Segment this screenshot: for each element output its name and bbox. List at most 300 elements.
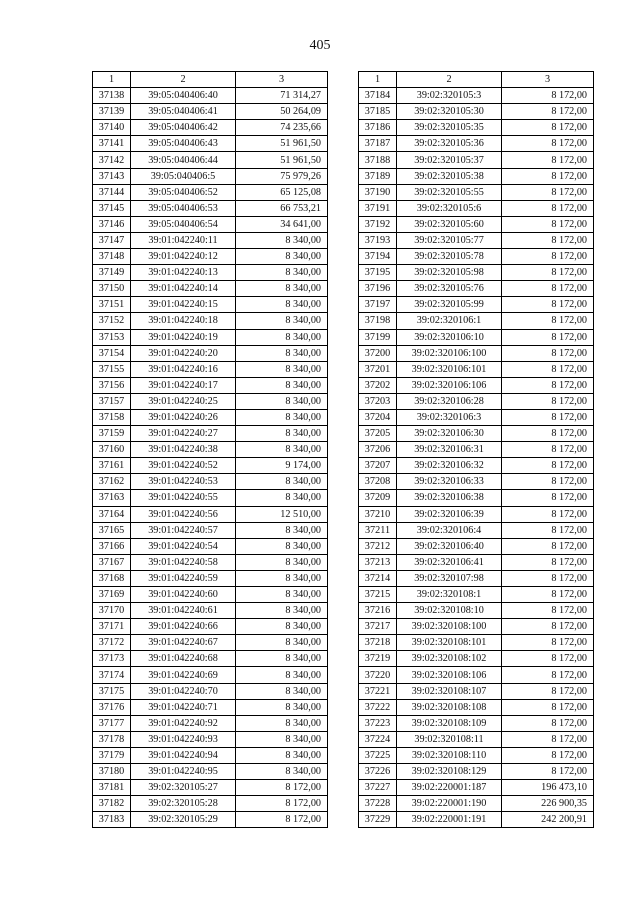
cadastral-number-cell: 39:01:042240:92 [131, 715, 236, 731]
row-number-cell: 37171 [93, 619, 131, 635]
table-row [359, 538, 594, 554]
value-cell: 8 172,00 [502, 136, 594, 152]
table-row [93, 667, 328, 683]
cadastral-number-cell: 39:01:042240:67 [131, 635, 236, 651]
row-number-cell: 37184 [359, 88, 397, 104]
page-number: 405 [309, 38, 331, 53]
value-cell: 8 172,00 [502, 683, 594, 699]
cadastral-number-cell: 39:02:320105:78 [397, 249, 502, 265]
table-row [93, 812, 328, 828]
table-row [93, 409, 328, 425]
table-row [93, 538, 328, 554]
cadastral-number-cell: 39:01:042240:54 [131, 538, 236, 554]
table-row [93, 699, 328, 715]
value-cell: 8 340,00 [236, 377, 328, 393]
row-number-cell: 37143 [93, 168, 131, 184]
table-row [359, 104, 594, 120]
table-row [93, 152, 328, 168]
row-number-cell: 37215 [359, 587, 397, 603]
value-cell: 8 172,00 [502, 474, 594, 490]
table-row [359, 699, 594, 715]
cadastral-number-cell: 39:02:320105:77 [397, 232, 502, 248]
table-row [359, 603, 594, 619]
table-row [93, 683, 328, 699]
value-cell: 8 340,00 [236, 667, 328, 683]
table-row [359, 184, 594, 200]
row-number-cell: 37153 [93, 329, 131, 345]
table-row [359, 619, 594, 635]
row-number-cell: 37193 [359, 232, 397, 248]
row-number-cell: 37175 [93, 683, 131, 699]
row-number-cell: 37189 [359, 168, 397, 184]
cadastral-number-cell: 39:02:320106:39 [397, 506, 502, 522]
value-cell: 8 340,00 [236, 442, 328, 458]
cadastral-number-cell: 39:02:220001:187 [397, 780, 502, 796]
row-number-cell: 37222 [359, 699, 397, 715]
cadastral-number-cell: 39:01:042240:15 [131, 297, 236, 313]
table-row [359, 506, 594, 522]
cadastral-number-cell: 39:02:320105:28 [131, 796, 236, 812]
table-row [359, 200, 594, 216]
row-number-cell: 37229 [359, 812, 397, 828]
value-cell: 8 172,00 [502, 715, 594, 731]
value-cell: 8 172,00 [502, 667, 594, 683]
value-cell: 8 172,00 [502, 361, 594, 377]
value-cell: 8 172,00 [502, 731, 594, 747]
table-row [93, 361, 328, 377]
value-cell: 8 172,00 [502, 297, 594, 313]
table-row [93, 297, 328, 313]
value-cell: 8 172,00 [502, 554, 594, 570]
row-number-cell: 37147 [93, 232, 131, 248]
column-header-cadastral: 2 [397, 72, 502, 88]
table-row [93, 120, 328, 136]
cadastral-number-cell: 39:01:042240:27 [131, 426, 236, 442]
cadastral-number-cell: 39:01:042240:71 [131, 699, 236, 715]
row-number-cell: 37190 [359, 184, 397, 200]
value-cell: 8 172,00 [502, 216, 594, 232]
value-cell: 8 172,00 [502, 490, 594, 506]
cadastral-number-cell: 39:02:320106:38 [397, 490, 502, 506]
cadastral-number-cell: 39:01:042240:61 [131, 603, 236, 619]
value-cell: 75 979,26 [236, 168, 328, 184]
table-row [359, 281, 594, 297]
column-header-cadastral: 2 [131, 72, 236, 88]
row-number-cell: 37165 [93, 522, 131, 538]
table-row [93, 136, 328, 152]
row-number-cell: 37192 [359, 216, 397, 232]
row-number-cell: 37218 [359, 635, 397, 651]
row-number-cell: 37163 [93, 490, 131, 506]
cadastral-number-cell: 39:02:320105:3 [397, 88, 502, 104]
cadastral-number-cell: 39:02:320106:28 [397, 393, 502, 409]
value-cell: 8 172,00 [502, 458, 594, 474]
row-number-cell: 37148 [93, 249, 131, 265]
row-number-cell: 37142 [93, 152, 131, 168]
table-row [359, 651, 594, 667]
row-number-cell: 37162 [93, 474, 131, 490]
row-number-cell: 37172 [93, 635, 131, 651]
cadastral-number-cell: 39:01:042240:14 [131, 281, 236, 297]
right-table-body [359, 88, 594, 828]
value-cell: 8 340,00 [236, 635, 328, 651]
row-number-cell: 37168 [93, 570, 131, 586]
value-cell: 8 340,00 [236, 538, 328, 554]
cadastral-number-cell: 39:01:042240:12 [131, 249, 236, 265]
table-row [93, 651, 328, 667]
table-row [359, 216, 594, 232]
table-row [359, 747, 594, 763]
table-row [359, 587, 594, 603]
table-row [93, 265, 328, 281]
cadastral-number-cell: 39:02:320105:6 [397, 200, 502, 216]
cadastral-number-cell: 39:02:320105:35 [397, 120, 502, 136]
table-row [359, 812, 594, 828]
cadastral-number-cell: 39:02:320105:98 [397, 265, 502, 281]
table-row [359, 136, 594, 152]
row-number-cell: 37206 [359, 442, 397, 458]
cadastral-number-cell: 39:02:320106:31 [397, 442, 502, 458]
value-cell: 8 172,00 [502, 249, 594, 265]
cadastral-number-cell: 39:02:320108:10 [397, 603, 502, 619]
value-cell: 8 172,00 [502, 265, 594, 281]
row-number-cell: 37208 [359, 474, 397, 490]
row-number-cell: 37146 [93, 216, 131, 232]
table-row [93, 442, 328, 458]
cadastral-number-cell: 39:02:320108:108 [397, 699, 502, 715]
row-number-cell: 37180 [93, 764, 131, 780]
table-row [93, 731, 328, 747]
row-number-cell: 37144 [93, 184, 131, 200]
table-row [93, 200, 328, 216]
row-number-cell: 37220 [359, 667, 397, 683]
row-number-cell: 37186 [359, 120, 397, 136]
row-number-cell: 37155 [93, 361, 131, 377]
table-row [93, 619, 328, 635]
value-cell: 8 340,00 [236, 232, 328, 248]
cadastral-number-cell: 39:02:320108:109 [397, 715, 502, 731]
cadastral-number-cell: 39:05:040406:5 [131, 168, 236, 184]
row-number-cell: 37170 [93, 603, 131, 619]
value-cell: 8 172,00 [502, 764, 594, 780]
cadastral-number-cell: 39:02:320106:30 [397, 426, 502, 442]
row-number-cell: 37181 [93, 780, 131, 796]
cadastral-number-cell: 39:02:320105:99 [397, 297, 502, 313]
value-cell: 8 340,00 [236, 297, 328, 313]
value-cell: 8 172,00 [502, 313, 594, 329]
table-row [93, 88, 328, 104]
row-number-cell: 37204 [359, 409, 397, 425]
table-row [359, 168, 594, 184]
value-cell: 8 340,00 [236, 490, 328, 506]
cadastral-number-cell: 39:02:320105:36 [397, 136, 502, 152]
table-row [359, 313, 594, 329]
value-cell: 8 172,00 [502, 506, 594, 522]
cadastral-number-cell: 39:02:220001:191 [397, 812, 502, 828]
cadastral-number-cell: 39:01:042240:25 [131, 393, 236, 409]
cadastral-number-cell: 39:02:320106:106 [397, 377, 502, 393]
cadastral-number-cell: 39:01:042240:53 [131, 474, 236, 490]
cadastral-number-cell: 39:02:320105:27 [131, 780, 236, 796]
row-number-cell: 37216 [359, 603, 397, 619]
table-row [359, 796, 594, 812]
table-row [359, 393, 594, 409]
cadastral-number-cell: 39:01:042240:26 [131, 409, 236, 425]
cadastral-number-cell: 39:01:042240:13 [131, 265, 236, 281]
value-cell: 8 340,00 [236, 747, 328, 763]
table-row [93, 490, 328, 506]
cadastral-number-cell: 39:02:220001:190 [397, 796, 502, 812]
row-number-cell: 37177 [93, 715, 131, 731]
row-number-cell: 37209 [359, 490, 397, 506]
table-row [359, 442, 594, 458]
cadastral-number-cell: 39:01:042240:57 [131, 522, 236, 538]
row-number-cell: 37141 [93, 136, 131, 152]
table-row [359, 265, 594, 281]
value-cell: 71 314,27 [236, 88, 328, 104]
cadastral-number-cell: 39:01:042240:69 [131, 667, 236, 683]
value-cell: 8 172,00 [502, 345, 594, 361]
table-row [359, 377, 594, 393]
value-cell: 8 340,00 [236, 474, 328, 490]
value-cell: 8 172,00 [502, 232, 594, 248]
value-cell: 8 340,00 [236, 699, 328, 715]
cadastral-number-cell: 39:05:040406:53 [131, 200, 236, 216]
row-number-cell: 37176 [93, 699, 131, 715]
row-number-cell: 37226 [359, 764, 397, 780]
cadastral-number-cell: 39:01:042240:19 [131, 329, 236, 345]
cadastral-number-cell: 39:02:320108:129 [397, 764, 502, 780]
row-number-cell: 37223 [359, 715, 397, 731]
cadastral-number-cell: 39:02:320105:37 [397, 152, 502, 168]
row-number-cell: 37159 [93, 426, 131, 442]
row-number-cell: 37219 [359, 651, 397, 667]
row-number-cell: 37196 [359, 281, 397, 297]
left-table [92, 71, 328, 828]
value-cell: 8 340,00 [236, 426, 328, 442]
cadastral-number-cell: 39:01:042240:20 [131, 345, 236, 361]
row-number-cell: 37187 [359, 136, 397, 152]
cadastral-number-cell: 39:02:320106:1 [397, 313, 502, 329]
cadastral-number-cell: 39:01:042240:16 [131, 361, 236, 377]
row-number-cell: 37173 [93, 651, 131, 667]
table-row [359, 361, 594, 377]
value-cell: 8 172,00 [502, 747, 594, 763]
row-number-cell: 37188 [359, 152, 397, 168]
cadastral-number-cell: 39:01:042240:94 [131, 747, 236, 763]
row-number-cell: 37150 [93, 281, 131, 297]
cadastral-number-cell: 39:01:042240:58 [131, 554, 236, 570]
row-number-cell: 37183 [93, 812, 131, 828]
value-cell: 8 172,00 [502, 377, 594, 393]
table-row [93, 474, 328, 490]
cadastral-number-cell: 39:02:320105:60 [397, 216, 502, 232]
cadastral-number-cell: 39:02:320108:100 [397, 619, 502, 635]
cadastral-number-cell: 39:02:320106:32 [397, 458, 502, 474]
value-cell: 51 961,50 [236, 136, 328, 152]
cadastral-number-cell: 39:01:042240:59 [131, 570, 236, 586]
row-number-cell: 37203 [359, 393, 397, 409]
value-cell: 8 172,00 [502, 152, 594, 168]
row-number-cell: 37199 [359, 329, 397, 345]
table-row [359, 667, 594, 683]
row-number-cell: 37202 [359, 377, 397, 393]
value-cell: 74 235,66 [236, 120, 328, 136]
value-cell: 8 172,00 [502, 168, 594, 184]
table-row [359, 409, 594, 425]
table-row [359, 731, 594, 747]
row-number-cell: 37182 [93, 796, 131, 812]
value-cell: 12 510,00 [236, 506, 328, 522]
row-number-cell: 37221 [359, 683, 397, 699]
value-cell: 8 172,00 [236, 780, 328, 796]
row-number-cell: 37138 [93, 88, 131, 104]
table-row [359, 297, 594, 313]
value-cell: 8 172,00 [502, 409, 594, 425]
table-row [93, 506, 328, 522]
row-number-cell: 37198 [359, 313, 397, 329]
value-cell: 8 340,00 [236, 249, 328, 265]
row-number-cell: 37145 [93, 200, 131, 216]
row-number-cell: 37152 [93, 313, 131, 329]
column-header-number: 1 [93, 72, 131, 88]
cadastral-number-cell: 39:01:042240:93 [131, 731, 236, 747]
table-row [93, 232, 328, 248]
value-cell: 8 340,00 [236, 570, 328, 586]
row-number-cell: 37197 [359, 297, 397, 313]
row-number-cell: 37174 [93, 667, 131, 683]
value-cell: 8 340,00 [236, 603, 328, 619]
value-cell: 8 340,00 [236, 329, 328, 345]
value-cell: 8 172,00 [502, 184, 594, 200]
cadastral-number-cell: 39:01:042240:68 [131, 651, 236, 667]
cadastral-number-cell: 39:05:040406:40 [131, 88, 236, 104]
table-row [93, 313, 328, 329]
value-cell: 8 172,00 [502, 522, 594, 538]
row-number-cell: 37167 [93, 554, 131, 570]
value-cell: 8 340,00 [236, 345, 328, 361]
cadastral-number-cell: 39:01:042240:11 [131, 232, 236, 248]
cadastral-number-cell: 39:05:040406:52 [131, 184, 236, 200]
value-cell: 8 340,00 [236, 619, 328, 635]
table-row [359, 522, 594, 538]
table-row [93, 216, 328, 232]
cadastral-number-cell: 39:02:320108:11 [397, 731, 502, 747]
value-cell: 242 200,91 [502, 812, 594, 828]
value-cell: 8 172,00 [236, 812, 328, 828]
row-number-cell: 37179 [93, 747, 131, 763]
row-number-cell: 37151 [93, 297, 131, 313]
row-number-cell: 37160 [93, 442, 131, 458]
cadastral-number-cell: 39:05:040406:41 [131, 104, 236, 120]
value-cell: 8 340,00 [236, 651, 328, 667]
cadastral-number-cell: 39:01:042240:55 [131, 490, 236, 506]
value-cell: 196 473,10 [502, 780, 594, 796]
table-header-row [359, 72, 594, 88]
row-number-cell: 37200 [359, 345, 397, 361]
table-row [359, 554, 594, 570]
column-header-number: 1 [359, 72, 397, 88]
value-cell: 8 172,00 [502, 635, 594, 651]
cadastral-number-cell: 39:02:320107:98 [397, 570, 502, 586]
row-number-cell: 37194 [359, 249, 397, 265]
row-number-cell: 37227 [359, 780, 397, 796]
cadastral-number-cell: 39:02:320108:102 [397, 651, 502, 667]
cadastral-number-cell: 39:01:042240:18 [131, 313, 236, 329]
value-cell: 8 172,00 [502, 88, 594, 104]
value-cell: 8 172,00 [502, 104, 594, 120]
table-row [359, 570, 594, 586]
value-cell: 8 172,00 [502, 426, 594, 442]
table-row [359, 232, 594, 248]
table-row [93, 281, 328, 297]
right-table [358, 71, 594, 828]
table-row [93, 603, 328, 619]
column-header-value: 3 [502, 72, 594, 88]
table-row [93, 522, 328, 538]
value-cell: 8 340,00 [236, 715, 328, 731]
table-row [93, 184, 328, 200]
cadastral-number-cell: 39:01:042240:52 [131, 458, 236, 474]
row-number-cell: 37217 [359, 619, 397, 635]
table-row [93, 426, 328, 442]
row-number-cell: 37156 [93, 377, 131, 393]
row-number-cell: 37225 [359, 747, 397, 763]
value-cell: 8 172,00 [502, 619, 594, 635]
value-cell: 8 172,00 [502, 329, 594, 345]
table-row [93, 329, 328, 345]
cadastral-number-cell: 39:01:042240:60 [131, 587, 236, 603]
table-row [359, 152, 594, 168]
value-cell: 8 172,00 [502, 281, 594, 297]
value-cell: 8 340,00 [236, 731, 328, 747]
value-cell: 8 172,00 [502, 120, 594, 136]
row-number-cell: 37224 [359, 731, 397, 747]
value-cell: 8 340,00 [236, 683, 328, 699]
cadastral-number-cell: 39:02:320106:3 [397, 409, 502, 425]
value-cell: 8 340,00 [236, 587, 328, 603]
row-number-cell: 37195 [359, 265, 397, 281]
row-number-cell: 37210 [359, 506, 397, 522]
table-row [93, 764, 328, 780]
cadastral-number-cell: 39:02:320106:10 [397, 329, 502, 345]
cadastral-number-cell: 39:01:042240:66 [131, 619, 236, 635]
value-cell: 8 340,00 [236, 361, 328, 377]
table-row [359, 715, 594, 731]
table-row [93, 554, 328, 570]
row-number-cell: 37161 [93, 458, 131, 474]
table-row [359, 345, 594, 361]
value-cell: 34 641,00 [236, 216, 328, 232]
value-cell: 226 900,35 [502, 796, 594, 812]
table-row [93, 458, 328, 474]
value-cell: 50 264,09 [236, 104, 328, 120]
row-number-cell: 37201 [359, 361, 397, 377]
value-cell: 8 340,00 [236, 554, 328, 570]
cadastral-number-cell: 39:05:040406:44 [131, 152, 236, 168]
cadastral-number-cell: 39:05:040406:42 [131, 120, 236, 136]
left-table-body [93, 88, 328, 828]
table-row [359, 249, 594, 265]
cadastral-number-cell: 39:01:042240:56 [131, 506, 236, 522]
value-cell: 8 172,00 [502, 603, 594, 619]
table-row [93, 104, 328, 120]
cadastral-number-cell: 39:01:042240:17 [131, 377, 236, 393]
value-cell: 8 172,00 [236, 796, 328, 812]
row-number-cell: 37139 [93, 104, 131, 120]
table-row [359, 764, 594, 780]
row-number-cell: 37149 [93, 265, 131, 281]
